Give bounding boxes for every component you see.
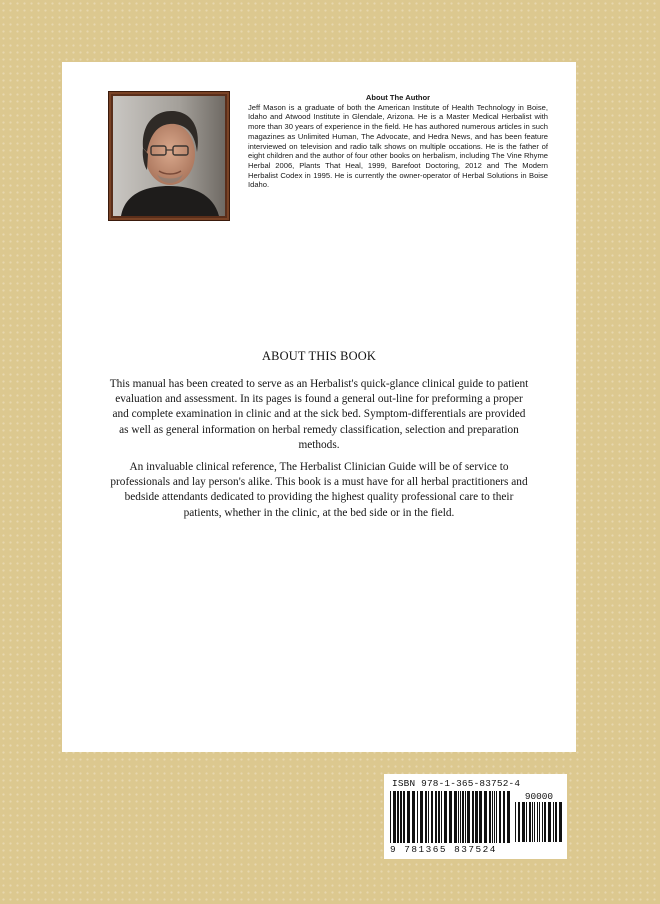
barcode-bar (494, 791, 495, 843)
barcode-bar (441, 791, 442, 843)
barcode-bar (460, 791, 461, 843)
barcode-bar (420, 791, 423, 843)
ean-barcode-bars (390, 791, 510, 843)
author-bio-text: Jeff Mason is a graduate of both the American Institute of Health Technology in Boise, Idaho and Atwood Institute in Glendale, Arizona. He is a Master Medical Herbalist with more than 30 years of experience in the field. He has authored numerous articles in such magazines as Unlimited Human, The Advocate, and Hedra News, and has been feature interviewed on television and radio talk shows on multiple occations. He is the father of eight children and the author of four other books on herbalism, including The Vine Rhyme Herbal 2006, Plants That Heal, 1999, Barefoot Doctoring, 2012 and The Modern Herbalist Codex in 1995. He is currently the owner-operator of Herbal Solutions in Boise Idaho. (248, 102, 548, 190)
barcode-bar (499, 791, 501, 843)
barcode-bar (458, 791, 459, 843)
barcode-bar (438, 791, 440, 843)
ean-number-label: 9 781365 837524 (390, 844, 497, 855)
barcode-bar (507, 791, 510, 843)
barcode-bar (534, 802, 535, 842)
barcode-bar (484, 791, 487, 843)
barcode-bar (428, 791, 429, 843)
barcode-bar (454, 791, 457, 843)
about-author-heading: About The Author (365, 93, 431, 102)
barcode-bar (407, 791, 410, 843)
barcode-bar (492, 791, 493, 843)
barcode-bar (472, 791, 474, 843)
barcode-bar (475, 791, 478, 843)
barcode-bar (522, 802, 525, 842)
barcode-bar (489, 791, 491, 843)
barcode-bar (532, 802, 533, 842)
barcode-bar (425, 791, 427, 843)
barcode-bar (465, 791, 466, 843)
barcode-bar (529, 802, 531, 842)
book-description-paragraph-1: This manual has been created to serve as an Herbalist's quick-glance clinical guide to patient evaluation and assessment. In its pages is found a general out-line for preforming a proper and complete examination in clinic and at the sick bed. Symptom-differentials are provided as well as general information on herbal remedy classification, selection and preparation methods. (109, 378, 529, 451)
author-portrait-image (113, 96, 225, 216)
barcode-bar (526, 802, 527, 842)
barcode-bar (479, 791, 482, 843)
barcode-bar (449, 791, 452, 843)
barcode-bar (515, 802, 516, 842)
barcode-bar (503, 791, 505, 843)
barcode-bar (400, 791, 402, 843)
barcode-bar (412, 791, 415, 843)
barcode-bar (553, 802, 554, 842)
barcode-bar (548, 802, 551, 842)
barcode-bar (518, 802, 520, 842)
barcode-bar (435, 791, 437, 843)
barcode-bar (539, 802, 540, 842)
barcode-bar (390, 791, 391, 843)
barcode-bar (397, 791, 399, 843)
isbn-label: ISBN 978-1-365-83752-4 (392, 778, 521, 789)
barcode-bar (537, 802, 538, 842)
barcode-bar (542, 802, 543, 842)
barcode-bar (559, 802, 562, 842)
about-book-heading: ABOUT THIS BOOK (261, 349, 377, 363)
barcode-bar (393, 791, 396, 843)
barcode-bar (555, 802, 557, 842)
barcode-bar (467, 791, 470, 843)
barcode-bar (496, 791, 497, 843)
barcode-bar (444, 791, 447, 843)
author-photo (108, 91, 230, 221)
barcode-bar (431, 791, 433, 843)
book-description-paragraph-2: An invaluable clinical reference, The Herbalist Clinician Guide will be of service to professionals and lay person's alike. This book is a must have for all herbal practitioners and bedside attendants dedicated to providing the highest quality professional care to their patients, whether in the clinic, at the bed side or in the field. (110, 461, 528, 519)
price-barcode-bars (515, 802, 562, 854)
content-panel (62, 62, 576, 752)
barcode-bar (403, 791, 405, 843)
isbn-barcode-box (384, 774, 567, 859)
barcode-bar (462, 791, 464, 843)
barcode-bar (417, 791, 418, 843)
barcode-bar (544, 802, 546, 842)
about-author-section (248, 93, 548, 190)
price-code-label: 90000 (524, 791, 554, 802)
